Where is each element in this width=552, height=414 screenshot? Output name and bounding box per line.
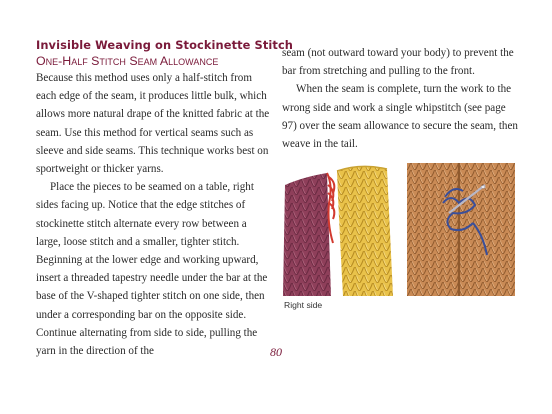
yellow-knit-swatch: [337, 166, 393, 296]
body-paragraph: Place the pieces to be seamed on a table, right sides facing up. Notice that the edge stitches of stockinette stitch alternate every row between a large, loose stitch and a smaller, tighter stitch. Beginning at the lower edge and working upward, insert a threaded tapestry needle under the bar at the base of the V-shaped tighter stitch on one side, then under a corresponding bar on the opposite side. Continue alternating from side to side, pulling the yarn in the direction of the: [36, 181, 268, 358]
section-subheading: One-Half Stitch Seam Allowance: [36, 54, 219, 68]
figure-caption: Right side: [284, 300, 323, 310]
right-column: [282, 44, 518, 153]
body-paragraph: seam (not outward toward your body) to prevent the bar from stretching and pulling to the front.: [282, 47, 514, 78]
plum-knit-swatch: [283, 173, 331, 296]
body-paragraph: Because this method uses only a half-stitch from each edge of the seam, it produces little bulk, which allows more natural drape of the knitted fabric at the seam. Use this method for vertical seams such as sleeve and side seams. This technique works best on sportweight or thicker yarns.: [36, 72, 270, 176]
body-paragraph: When the seam is complete, turn the work to the wrong side and work a single whipstitch (see page 97) over the seam allowance to secure the seam, then weave in the tail.: [282, 83, 518, 151]
seam-illustration: [283, 163, 515, 296]
section-heading: Invisible Weaving on Stockinette Stitch: [36, 38, 294, 52]
page-number: 80: [270, 345, 282, 359]
